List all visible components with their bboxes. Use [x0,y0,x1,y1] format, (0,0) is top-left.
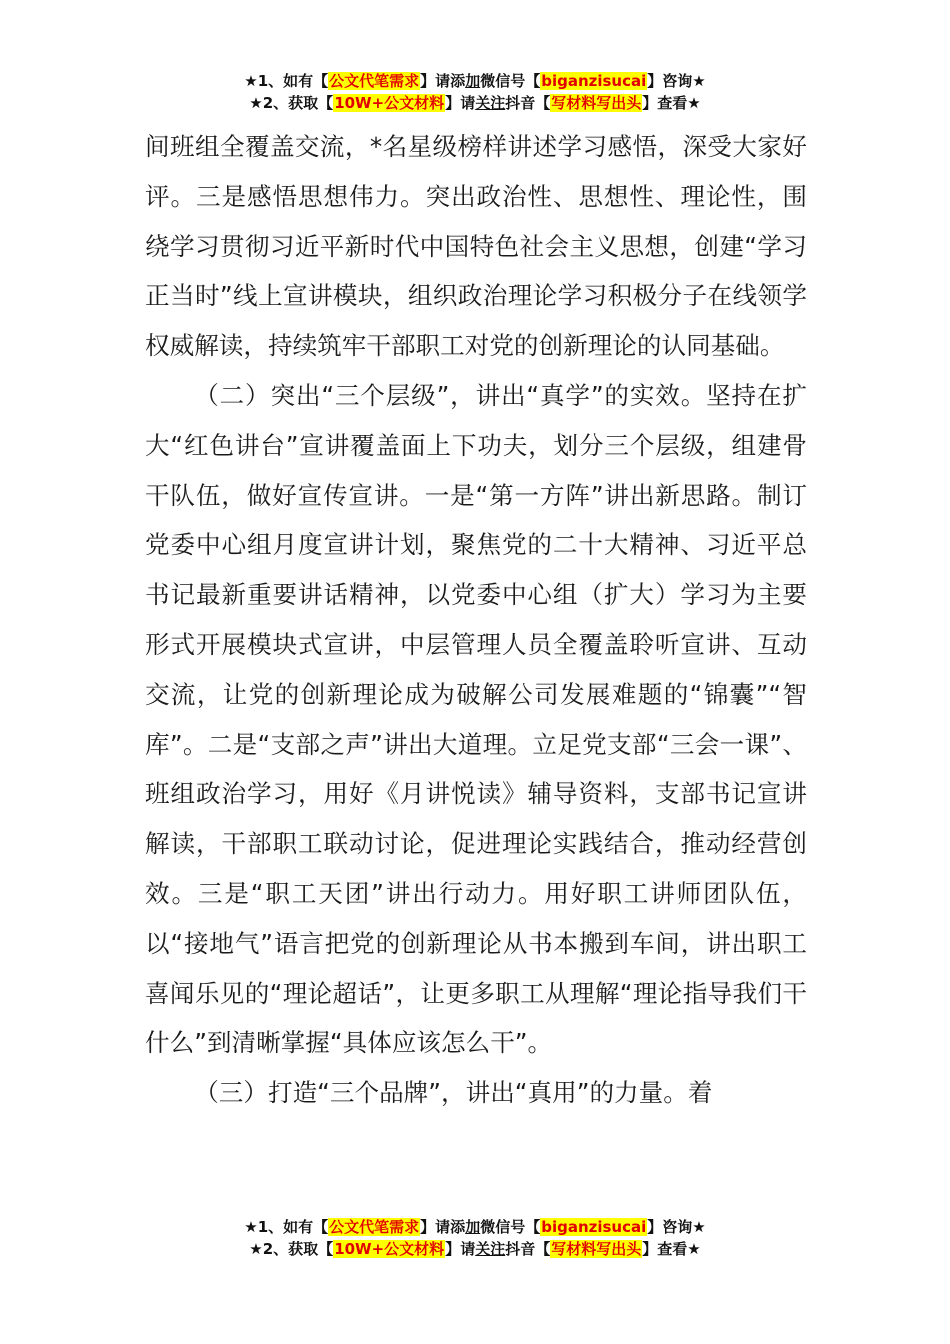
banner-text: ★2、获取【 [249,94,334,112]
banner-text: 】查看★ [642,94,701,112]
banner-underline: 关注 [475,1240,506,1258]
banner-text: 】请 [445,94,476,112]
footer-banner [0,1216,950,1260]
paragraph-section-3: （三）打造“三个品牌”，讲出“真用”的力量。着 [194,1078,713,1108]
paragraph-section-2: （二）突出“三个层级”，讲出“真学”的实效。坚持在扩大“红色讲台”宣讲覆盖面上下功夫，划分三个层级，组建骨干队伍，做好宣传宣讲。一是“第一方阵”讲出新思路。制订党委中心组月度宣讲计划，聚焦党的二十大精神、习近平总书记最新重要讲话精神，以党委中心组（扩大）学习为主要形式开展模块式宣讲，中层管理人员全覆盖聆听宣讲、互动交流，让党的创新理论成为破解公司发展难题的“锦囊”“智库”。二是“支部之声”讲出大道理。立足党支部“三会一课”、班组政治学习，用好《月讲悦读》辅导资料，支部书记宣讲解读，干部职工联动讨论，促进理论实践结合，推动经营创效。三是“职工天团”讲出行动力。用好职工讲师团队伍，以“接地气”语言把党的创新理论从书本搬到车间，讲出职工喜闻乐见的“理论超话”，让更多职工从理解“理论指导我们干什么”到清晰掌握“具体应该怎么干”。 [145,380,807,1058]
banner-highlight: 写材料写出头 [551,1240,642,1258]
banner-highlight: 公文代笔需求 [329,1218,420,1236]
banner-text: 】咨询★ [647,1218,706,1236]
banner-text: 微信号【 [480,72,541,90]
banner-line-2 [0,92,950,114]
paragraph-continued: 间班组全覆盖交流，*名星级榜样讲述学习感悟，深受大家好评。三是感悟思想伟力。突出政治性、思想性、理论性，围绕学习贯彻习近平新时代中国特色社会主义思想，创建“学习正当时”线上宣讲模块，组织政治理论学习积极分子在线领学权威解读，持续筑牢干部职工对党的创新理论的认同基础。 [145,132,807,361]
banner-text: 】请 [445,1240,476,1258]
banner-text: ★2、获取【 [249,1240,334,1258]
banner-highlight: biganzisucai [541,72,647,90]
banner-text: 微信号【 [480,1218,541,1236]
header-banner [0,70,950,114]
banner-text: 】查看★ [642,1240,701,1258]
banner-text: 】咨询★ [647,72,706,90]
banner-highlight: 10W+公文材料 [334,94,445,112]
banner-highlight: 写材料写出头 [551,94,642,112]
banner-highlight: biganzisucai [541,1218,647,1236]
banner-text: ★1、如有【 [244,1218,329,1236]
banner-text: 】请添 [420,72,466,90]
banner-highlight: 10W+公文材料 [334,1240,445,1258]
banner-underline: 加 [465,72,481,90]
banner-highlight: 公文代笔需求 [329,72,420,90]
banner-underline: 加 [465,1218,481,1236]
document-body [145,122,807,1118]
banner-line-2 [0,1238,950,1260]
banner-line-1 [0,70,950,92]
banner-line-1 [0,1216,950,1238]
banner-text: 】请添 [420,1218,466,1236]
banner-text: 抖音【 [505,94,551,112]
banner-text: ★1、如有【 [244,72,329,90]
banner-underline: 关注 [475,94,506,112]
banner-text: 抖音【 [505,1240,551,1258]
